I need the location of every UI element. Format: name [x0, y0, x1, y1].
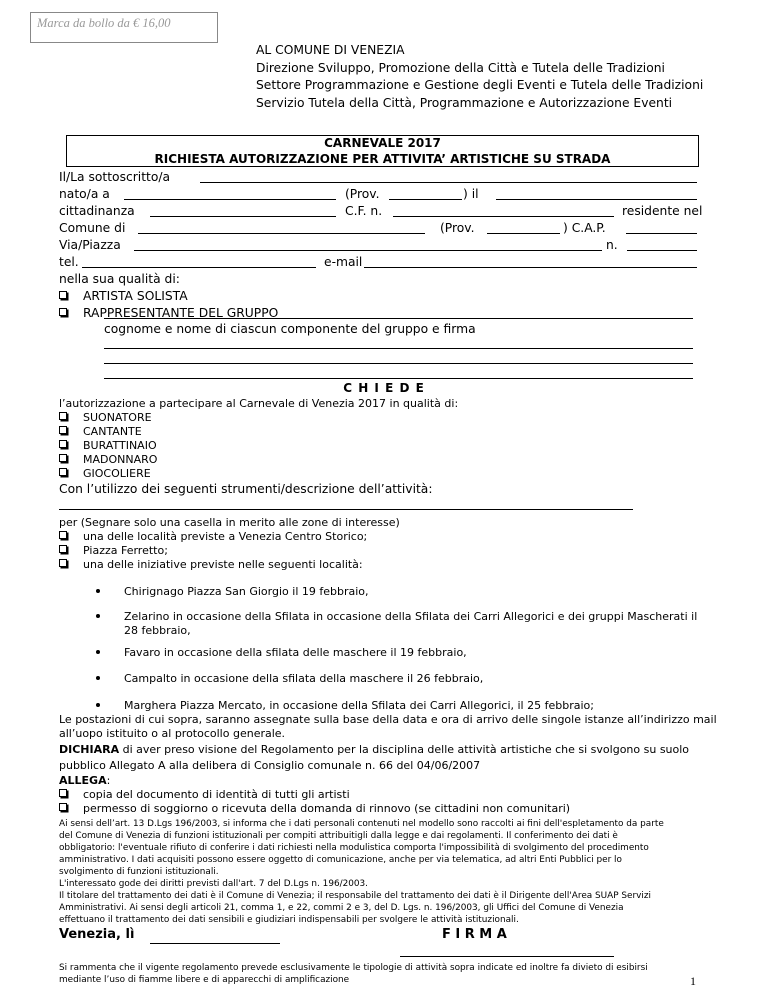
label-il: ) il — [463, 187, 479, 201]
chiede-heading: C H I E D E — [343, 381, 425, 395]
field-prov[interactable] — [389, 199, 462, 200]
role-label: SUONATORE — [83, 411, 152, 424]
label-email: e-mail — [324, 255, 363, 269]
field-componenti-line[interactable] — [104, 318, 693, 319]
label-prov2: (Prov. — [440, 221, 475, 235]
checkbox-icon[interactable] — [59, 531, 67, 539]
option-label: RAPPRESENTANTE DEL GRUPPO — [83, 306, 279, 320]
label-cittadinanza: cittadinanza — [59, 204, 135, 218]
address-line: Servizio Tutela della Città, Programmazione e Autorizzazione Eventi — [256, 95, 673, 110]
label-cf: C.F. n. — [345, 204, 383, 218]
role-cantante[interactable] — [59, 425, 142, 438]
dichiara-text: pubblico Allegato A alla delibera di Consiglio comunale n. 66 del 04/06/2007 — [59, 759, 481, 772]
role-giocoliere[interactable] — [59, 467, 151, 480]
allega-label: copia del documento di identità di tutti gli artisti — [83, 788, 350, 801]
role-burattinaio[interactable] — [59, 439, 157, 452]
field-civico[interactable] — [627, 250, 697, 251]
localita-item — [96, 699, 594, 712]
localita-item — [96, 610, 697, 623]
signature-place: Venezia, lì — [59, 927, 135, 942]
allega-item[interactable] — [59, 802, 570, 815]
role-label: GIOCOLIERE — [83, 467, 151, 480]
field-comune[interactable] — [138, 233, 425, 234]
privacy-text: Amministrativi. Ai sensi degli articoli 21, comma 1, e 22, commi 2 e 3, del D. Lgs. n. 196/2003, gli Uffici del Comune di Venezia — [59, 903, 624, 913]
allega-label: permesso di soggiorno o ricevuta della domanda di rinnovo (se cittadini non comunitari) — [83, 802, 571, 815]
label-residente: residente nel — [622, 204, 703, 218]
checkbox-icon[interactable] — [59, 789, 67, 797]
privacy-text: Ai sensi dell’art. 13 D.Lgs 196/2003, si informa che i dati personali contenuti nel modello sono raccolti ai fini dell'espletamento da parte — [59, 819, 664, 829]
privacy-text: Il titolare del trattamento dei dati è il Comune di Venezia; il responsabile del trattamento dei dati è il Dirigente dell'Area SUAP Servizi — [59, 891, 651, 901]
bullet-icon — [96, 650, 100, 654]
label-comune: Comune di — [59, 221, 126, 235]
localita-item — [96, 646, 467, 659]
field-componenti-line[interactable] — [104, 363, 693, 364]
field-strumenti[interactable] — [59, 509, 633, 510]
field-firma[interactable] — [400, 956, 614, 957]
zone-centro-storico[interactable] — [59, 530, 367, 543]
localita-item — [96, 672, 483, 685]
allega-item[interactable] — [59, 788, 350, 801]
checkbox-icon[interactable] — [59, 291, 67, 299]
footer-note: Si rammenta che il vigente regolamento prevede esclusivamente le tipologie di attività sopra indicate ed inoltre fa divieto di esibirsi — [59, 963, 648, 973]
field-componenti-line[interactable] — [104, 348, 693, 349]
role-label: MADONNARO — [83, 453, 158, 466]
checkbox-icon[interactable] — [59, 412, 67, 420]
checkbox-icon[interactable] — [59, 440, 67, 448]
checkbox-icon[interactable] — [59, 468, 67, 476]
label-nato: nato/a a — [59, 187, 110, 201]
zone-label: una delle iniziative previste nelle seguenti località: — [83, 558, 363, 571]
checkbox-icon[interactable] — [59, 454, 67, 462]
field-cf[interactable] — [393, 216, 614, 217]
checkbox-icon[interactable] — [59, 559, 67, 567]
field-data-nascita[interactable] — [496, 199, 697, 200]
dichiara-text: di aver preso visione del Regolamento per la disciplina delle attività artistiche che si svolgono su suolo — [119, 743, 690, 756]
localita-text: Favaro in occasione della sfilata delle maschere il 19 febbraio, — [124, 646, 467, 659]
label-componenti: cognome e nome di ciascun componente del gruppo e firma — [104, 322, 476, 336]
localita-item — [96, 585, 369, 598]
footer-note: mediante l’uso di fiamme libere e di apparecchi di amplificazione — [59, 975, 350, 985]
bullet-icon — [96, 703, 100, 707]
zone-label: Piazza Ferretto; — [83, 544, 168, 557]
label-per: per (Segnare solo una casella in merito alle zone di interesse) — [59, 516, 400, 529]
option-solista[interactable] — [59, 289, 188, 303]
label-n: n. — [606, 238, 618, 252]
option-label: ARTISTA SOLISTA — [83, 289, 188, 303]
field-tel[interactable] — [82, 267, 316, 268]
label-cap: ) C.A.P. — [563, 221, 606, 235]
bullet-icon — [96, 589, 100, 593]
checkbox-icon[interactable] — [59, 545, 67, 553]
checkbox-icon[interactable] — [59, 308, 67, 316]
dichiara-line — [59, 743, 689, 756]
checkbox-icon[interactable] — [59, 803, 67, 811]
privacy-text: svolgimento di funzioni istituzionali. — [59, 867, 219, 877]
address-line: AL COMUNE DI VENEZIA — [256, 43, 405, 57]
zone-label: una delle località previste a Venezia Centro Storico; — [83, 530, 368, 543]
field-cap[interactable] — [626, 233, 697, 234]
localita-text: Zelarino in occasione della Sfilata in occasione della Sfilata dei Carri Allegorici e dei gruppi Mascherati il — [124, 610, 698, 623]
field-data-firma[interactable] — [150, 943, 280, 944]
postazioni-text: Le postazioni di cui sopra, saranno assegnate sulla base della data e ora di arrivo delle singole istanze all’indirizzo mail — [59, 713, 717, 726]
privacy-text: effettuano il trattamento dei dati sensibili e giudiziari indispensabili per svolgere le attività istituzionali. — [59, 915, 519, 925]
title-line: CARNEVALE 2017 — [324, 136, 441, 150]
stamp-label: Marca da bollo da € 16,00 — [37, 16, 171, 30]
role-suonatore[interactable] — [59, 411, 152, 424]
bullet-icon — [96, 676, 100, 680]
field-componenti-line[interactable] — [104, 378, 693, 379]
localita-text: Marghera Piazza Mercato, in occasione della Sfilata dei Carri Allegorici, il 25 febbraio; — [124, 699, 594, 712]
localita-text: Chirignago Piazza San Giorgio il 19 febbraio, — [124, 585, 369, 598]
title-line: RICHIESTA AUTORIZZAZIONE PER ATTIVITA’ ARTISTICHE SU STRADA — [154, 151, 611, 166]
label-strumenti: Con l’utilizzo dei seguenti strumenti/descrizione dell’attività: — [59, 482, 433, 496]
page-number: 1 — [690, 974, 696, 988]
localita-text: 28 febbraio, — [124, 624, 191, 637]
privacy-text: obbligatorio: l'eventuale rifiuto di conferire i dati richiesti nella modulistica comporta l'impossibilità di svolgimento del procedimento — [59, 843, 649, 853]
field-email[interactable] — [364, 267, 697, 268]
label-via: Via/Piazza — [59, 238, 121, 252]
zone-iniziative[interactable] — [59, 558, 363, 571]
label-tel: tel. — [59, 255, 79, 269]
role-label: CANTANTE — [83, 425, 142, 438]
zone-piazza-ferretto[interactable] — [59, 544, 168, 557]
privacy-text: del Comune di Venezia di funzioni istituzionali per compiti attribuitigli dalla legge e dai regolamenti. Il conferimento dei dati è — [59, 831, 618, 841]
privacy-text: L'interessato gode dei diritti previsti dall'art. 7 del D.Lgs n. 196/2003. — [59, 879, 369, 889]
label-sottoscritto: Il/La sottoscritto/a — [59, 170, 171, 184]
allega-label: ALLEGA — [59, 774, 107, 787]
role-madonnaro[interactable] — [59, 453, 157, 466]
field-prov2[interactable] — [487, 233, 560, 234]
address-line: Settore Programmazione e Gestione degli Eventi e Tutela delle Tradizioni — [256, 78, 704, 92]
allega-heading — [59, 774, 110, 787]
stamp-box — [30, 12, 218, 43]
privacy-text: amministrativo. I dati acquisiti possono essere oggetto di comunicazione, anche per via telematica, ad altri Enti Pubblici per lo — [59, 855, 622, 865]
bullet-icon — [96, 614, 100, 618]
localita-text: Campalto in occasione della sfilata della maschere il 26 febbraio, — [124, 672, 484, 685]
checkbox-icon[interactable] — [59, 426, 67, 434]
signature-label: F I R M A — [442, 927, 507, 942]
allega-colon: : — [106, 774, 111, 787]
field-via[interactable] — [134, 250, 602, 251]
recipient-address — [256, 42, 703, 112]
label-prov: (Prov. — [345, 187, 380, 201]
field-sottoscritto[interactable] — [200, 182, 697, 183]
field-nato[interactable] — [124, 199, 336, 200]
role-label: BURATTINAIO — [83, 439, 157, 452]
title-box — [66, 135, 699, 167]
chiede-intro: l’autorizzazione a partecipare al Carnevale di Venezia 2017 in qualità di: — [59, 397, 459, 410]
dichiara-heading: DICHIARA — [59, 743, 120, 756]
label-qualita: nella sua qualità di: — [59, 272, 180, 286]
postazioni-text: all’uopo istituito o al protocollo generale. — [59, 727, 286, 740]
field-cittadinanza[interactable] — [150, 216, 336, 217]
address-line: Direzione Sviluppo, Promozione della Città e Tutela delle Tradizioni — [256, 60, 665, 75]
